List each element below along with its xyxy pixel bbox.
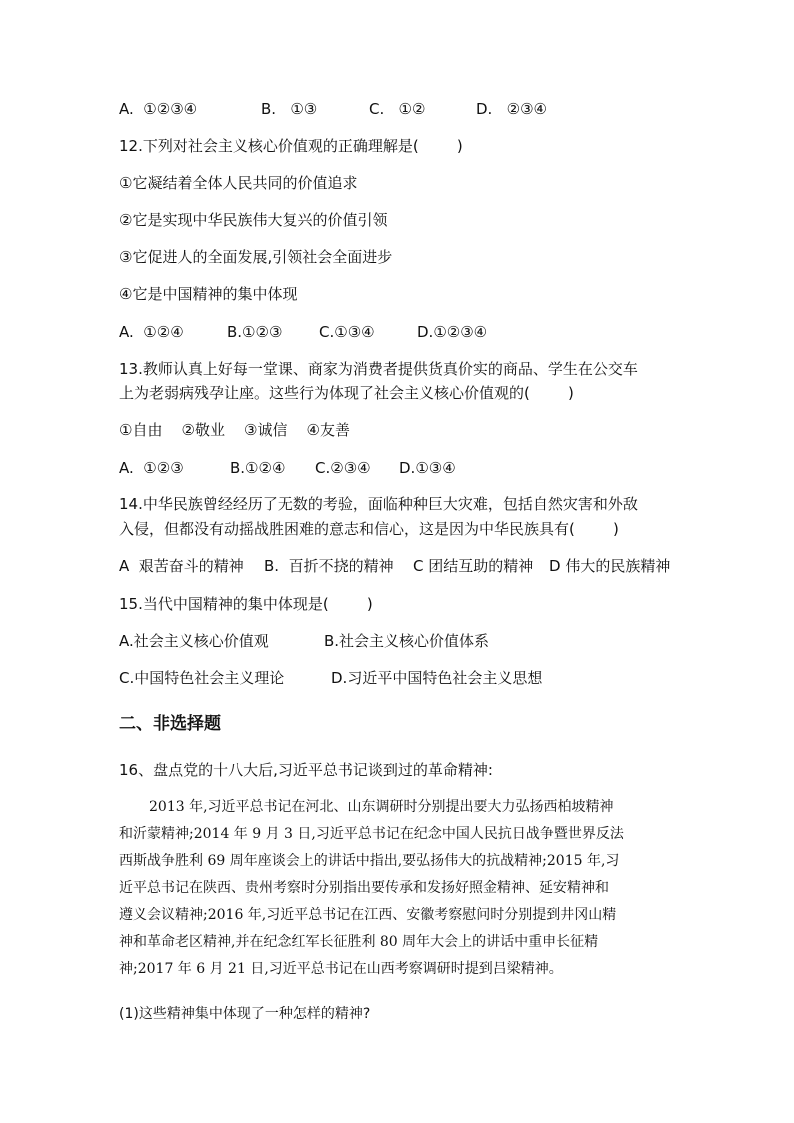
q13-stem-line1: 13.教师认真上好每一堂课、商家为消费者提供货真价实的商品、学生在公交车 <box>119 360 638 378</box>
q14-stem-line2: 入侵，但都没有动摇战胜困难的意志和信心，这是因为中华民族具有( ) <box>119 520 619 538</box>
q16-paragraph-line: 2013 年,习近平总书记在河北、山东调研时分别提出要大力弘扬西柏坡精神 <box>149 799 614 815</box>
q12-item-3: ③它促进人的全面发展,引领社会全面进步 <box>119 248 393 266</box>
q12-option-b: B.①②③ <box>227 323 283 341</box>
q13-option-d: D.①③④ <box>399 459 456 477</box>
section-2-heading: 二、非选择题 <box>119 714 221 734</box>
q12-item-1: ①它凝结着全体人民共同的价值追求 <box>119 174 358 192</box>
q15-option-c: C.中国特色社会主义理论 <box>119 669 285 687</box>
q11-option-a: A. ①②③④ <box>119 100 198 118</box>
q16-stem: 16、盘点党的十八大后,习近平总书记谈到过的革命精神: <box>119 761 493 779</box>
q16-paragraph-line: 和沂蒙精神;2014 年 9 月 3 日,习近平总书记在纪念中国人民抗日战争暨世界反法 <box>119 826 624 842</box>
q11-option-d: D. ②③④ <box>476 100 547 118</box>
q16-subquestion-1: (1)这些精神集中体现了一种怎样的精神? <box>119 1006 371 1022</box>
q12-option-c: C.①③④ <box>319 323 375 341</box>
q14-option-d: D 伟大的民族精神 <box>549 557 671 575</box>
q15-option-d: D.习近平中国特色社会主义思想 <box>331 669 543 687</box>
q13-stem-line2: 上为老弱病残孕让座。这些行为体现了社会主义核心价值观的( ) <box>119 384 574 402</box>
q16-paragraph-line: 神;2017 年 6 月 21 日,习近平总书记在山西考察调研时提到吕梁精神。 <box>119 961 563 977</box>
q16-paragraph-line: 神和革命老区精神,并在纪念红军长征胜利 80 周年大会上的讲话中重申长征精 <box>119 934 599 950</box>
q15-stem: 15.当代中国精神的集中体现是( ) <box>119 595 373 613</box>
q16-paragraph <box>119 794 679 983</box>
q14-option-a: A 艰苦奋斗的精神 <box>119 557 244 575</box>
q16-paragraph-line: 遵义会议精神;2016 年,习近平总书记在江西、安徽考察慰问时分别提到井冈山精 <box>119 907 617 923</box>
q16-paragraph-line: 近平总书记在陕西、贵州考察时分别指出要传承和发扬好照金精神、延安精神和 <box>119 880 609 896</box>
q14-stem-line1: 14.中华民族曾经经历了无数的考验，面临种种巨大灾难，包括自然灾害和外敌 <box>119 495 638 513</box>
q12-option-d: D.①②③④ <box>417 323 488 341</box>
q13-option-a: A. ①②③ <box>119 459 184 477</box>
q12-option-a: A. ①②④ <box>119 323 184 341</box>
q11-option-c: C. ①② <box>369 100 426 118</box>
q13-option-b: B.①②④ <box>230 459 286 477</box>
q14-option-c: C 团结互助的精神 <box>413 557 534 575</box>
q11-option-b: B. ①③ <box>261 100 318 118</box>
q16-paragraph-line: 西斯战争胜利 69 周年座谈会上的讲话中指出,要弘扬伟大的抗战精神;2015 年,习 <box>119 853 620 869</box>
q15-option-b: B.社会主义核心价值体系 <box>324 632 490 650</box>
q12-stem: 12.下列对社会主义核心价值观的正确理解是( ) <box>119 137 463 155</box>
q13-items: ①自由 ②敬业 ③诚信 ④友善 <box>119 421 351 439</box>
q12-item-2: ②它是实现中华民族伟大复兴的价值引领 <box>119 211 388 229</box>
q13-option-c: C.②③④ <box>315 459 371 477</box>
q15-option-a: A.社会主义核心价值观 <box>119 632 269 650</box>
q14-option-b: B. 百折不挠的精神 <box>264 557 394 575</box>
q12-item-4: ④它是中国精神的集中体现 <box>119 285 298 303</box>
